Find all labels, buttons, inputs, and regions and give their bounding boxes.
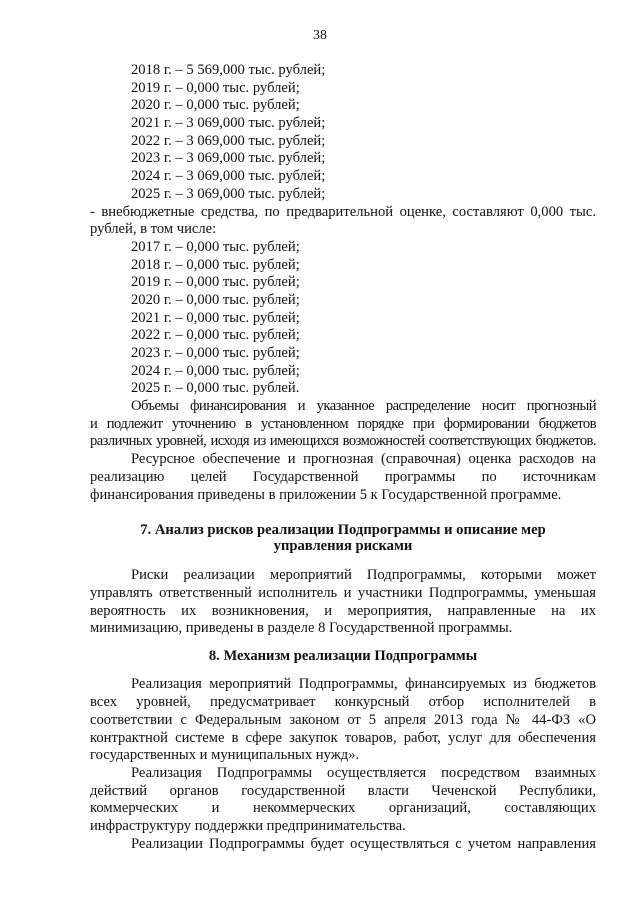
extrabudget-line: 2025 г. – 0,000 тыс. рублей. [131, 380, 300, 397]
paragraph-line: рублей, в том числе: [90, 221, 217, 238]
section-7-heading [90, 523, 596, 554]
heading-line: управления рисками [273, 537, 413, 554]
extrabudget-line: 2022 г. – 0,000 тыс. рублей; [131, 327, 300, 344]
budget-line: 2021 г. – 3 069,000 тыс. рублей; [131, 115, 326, 132]
budget-line: 2019 г. – 0,000 тыс. рублей; [131, 79, 300, 96]
extrabudget-line: 2024 г. – 0,000 тыс. рублей; [131, 362, 300, 379]
paragraph-line: Реализация Подпрограммы осуществляется посредством взаимных [131, 764, 596, 781]
paragraph-line: минимизацию, приведены в разделе 8 Государственной программы. [90, 620, 513, 637]
paragraph-risks [90, 567, 596, 638]
paragraph-mechanism-3 [90, 836, 596, 854]
extrabudget-line: 2017 г. – 0,000 тыс. рублей; [131, 238, 300, 255]
paragraph-line: Реализации Подпрограммы будет осуществляться с учетом направления [131, 835, 596, 852]
paragraph-line: реализацию целей Государственной программы по источникам [90, 468, 596, 485]
section-8-heading: 8. Механизм реализации Подпрограммы [208, 647, 478, 664]
paragraph-line: всех уровней, предусматривает конкурсный отбор исполнителей в [90, 694, 596, 711]
paragraph-line: вероятность их возникновения, и мероприятия, направленные на их [90, 602, 596, 619]
paragraph-line: инфраструктуру поддержки предпринимательства. [90, 817, 406, 834]
extrabudget-line: 2018 г. – 0,000 тыс. рублей; [131, 256, 300, 273]
paragraph-line: Риски реализации мероприятий Подпрограммы, которыми может [131, 567, 596, 584]
paragraph-line: - внебюджетные средства, по предварительной оценке, составляют 0,000 тыс. [90, 203, 596, 220]
extrabudget-line: 2021 г. – 0,000 тыс. рублей; [131, 309, 300, 326]
paragraph-mechanism-1 [90, 676, 596, 764]
extrabudget-line: 2020 г. – 0,000 тыс. рублей; [131, 291, 300, 308]
budget-line: 2022 г. – 3 069,000 тыс. рублей; [131, 132, 326, 149]
paragraph-line: и подлежит уточнению в установленном порядке при формировании бюджетов [90, 415, 596, 432]
extrabudget-list [90, 239, 596, 398]
paragraph-line: контрактной системе в сфере закупок товаров, работ, услуг для обеспечения [90, 729, 596, 746]
paragraph-line: государственных и муниципальных нужд». [90, 747, 360, 764]
budget-line: 2020 г. – 0,000 тыс. рублей; [131, 97, 300, 114]
budget-line: 2025 г. – 3 069,000 тыс. рублей; [131, 185, 326, 202]
document-body [90, 62, 596, 853]
paragraph-line: управлять ответственный исполнитель и участники Подпрограммы, уменьшая [90, 584, 596, 601]
budget-line: 2023 г. – 3 069,000 тыс. рублей; [131, 150, 326, 167]
extrabudget-line: 2019 г. – 0,000 тыс. рублей; [131, 274, 300, 291]
paragraph-line: Реализация мероприятий Подпрограммы, финансируемых из бюджетов [131, 676, 596, 693]
paragraph-line: Ресурсное обеспечение и прогнозная (справочная) оценка расходов на [131, 451, 596, 468]
budget-list [90, 62, 596, 204]
budget-line: 2024 г. – 3 069,000 тыс. рублей; [131, 168, 326, 185]
paragraph-resources [90, 451, 596, 504]
budget-line: 2018 г. – 5 569,000 тыс. рублей; [131, 62, 326, 78]
paragraph-line: финансирования приведены в приложении 5 к Государственной программе. [90, 486, 562, 503]
page-number: 38 [313, 28, 327, 43]
heading-line: 7. Анализ рисков реализации Подпрограммы и описание мер [140, 522, 546, 539]
paragraph-line: действий органов государственной власти Чеченской Республики, [90, 782, 596, 799]
paragraph-financing-volumes [90, 398, 596, 451]
paragraph-line: Объемы финансирования и указанное распределение носит прогнозный [131, 398, 596, 415]
paragraph-mechanism-2 [90, 765, 596, 836]
paragraph-line: соответствии с Федеральным законом от 5 апреля 2013 года № 44-ФЗ «О [90, 711, 596, 728]
extrabudget-line: 2023 г. – 0,000 тыс. рублей; [131, 345, 300, 361]
paragraph-line: различных уровней, исходя из имеющихся возможностей соответствующих бюджетов. [90, 433, 596, 450]
extrabudget-intro [90, 204, 596, 239]
paragraph-line: коммерческих и некоммерческих организаций, составляющих [90, 800, 596, 817]
